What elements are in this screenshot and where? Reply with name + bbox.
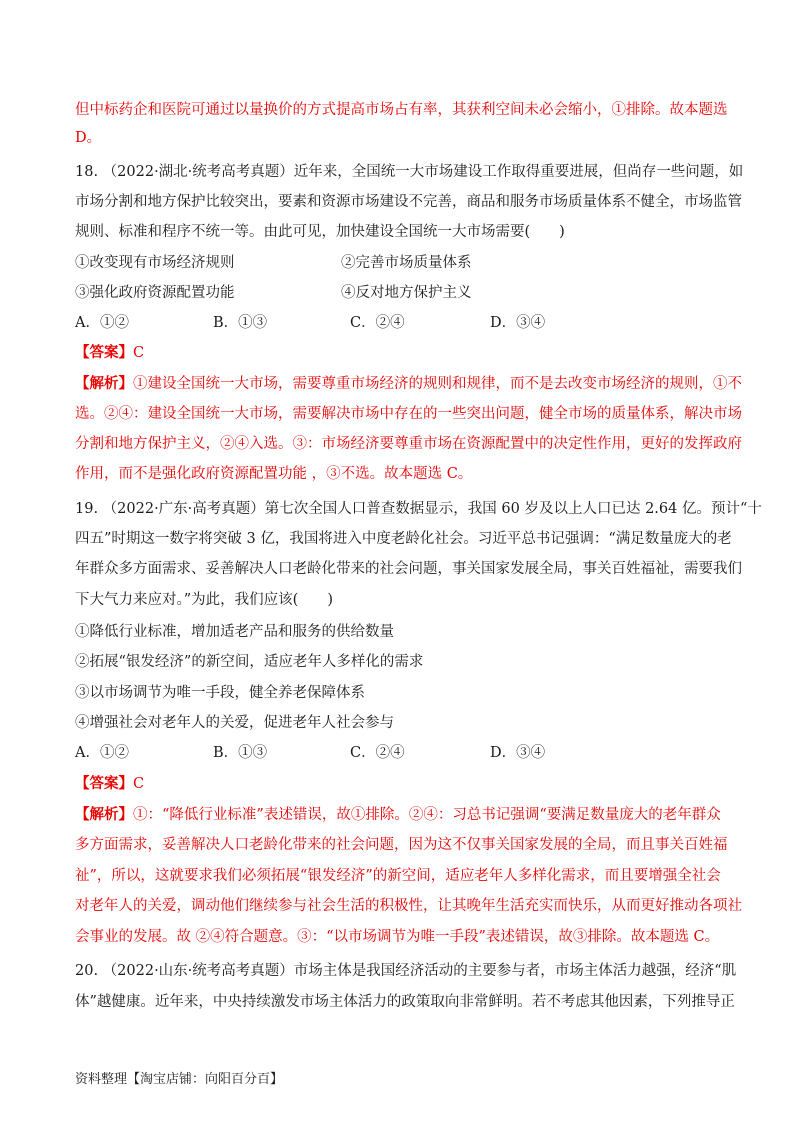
q18-statement: ②完善市场质量体系 bbox=[341, 255, 472, 271]
q18-stem-line: 市场分割和地方保护比较突出，要素和资源市场建设不完善，商品和服务市场质量体系不健全，市场监管 bbox=[75, 194, 742, 210]
q18-analysis-line: 选。②④：建设全国统一大市场，需要解决市场中存在的一些突出问题，健全市场的质量体系，解决市场 bbox=[75, 406, 742, 422]
q18-analysis-line bbox=[75, 374, 742, 394]
analysis-text: ①：“降低行业标准”表述错误，故①排除。②④：习总书记强调“要满足数量庞大的老年群众 bbox=[133, 807, 721, 823]
q19-analysis-line: 对老年人的关爱，调动他们继续参与社会生活的积极性，让其晚年生活充实而快乐，从而更好推动各项社 bbox=[75, 898, 742, 914]
q18-choice-c: C．②④ bbox=[350, 315, 405, 331]
q19-stem-line: 年群众多方面需求、妥善解决人口老龄化带来的社会问题，事关国家发展全局，事关百姓福祉，需要我们 bbox=[75, 561, 742, 577]
answer-value: C bbox=[133, 776, 145, 792]
q18-answer bbox=[75, 343, 144, 363]
q18-statement: ④反对地方保护主义 bbox=[341, 285, 472, 301]
q19-analysis-line: 会事业的发展。故 ②④符合题意。③：“以市场调节为唯一手段”表述错误，故③排除。故本题选 C。 bbox=[75, 929, 720, 945]
q18-statement: ①改变现有市场经济规则 bbox=[75, 255, 235, 271]
q19-answer bbox=[75, 774, 144, 794]
q19-analysis-line: 多方面需求，妥善解决人口老龄化带来的社会问题，因为这不仅事关国家发展的全局，而且事关百姓福 bbox=[75, 837, 728, 853]
q18-stem-line: 18. （2022·湖北·统考高考真题）近年来，全国统一大市场建设工作取得重要进展，但尚存一些问题，如 bbox=[75, 164, 744, 180]
q19-statement: ②拓展“银发经济”的新空间，适应老年人多样化的需求 bbox=[75, 654, 424, 670]
q19-choice-a: A．①② bbox=[75, 745, 129, 761]
q19-analysis-line: 祉”，所以，这就要求我们必须拓展“银发经济”的新空间，适应老年人多样化需求，而且要增强全社会 bbox=[75, 868, 721, 884]
answer-tag: 【答案】 bbox=[75, 344, 133, 361]
q20-stem-line: 体”越健康。近年来，中央持续激发市场主体活力的政策取向非常鲜明。若不考虑其他因素，下列推导正 bbox=[75, 994, 735, 1010]
q19-statement: ③以市场调节为唯一手段，健全养老保障体系 bbox=[75, 685, 365, 701]
q18-stem-line: 规则、标准和程序不统一等。由此可见，加快建设全国统一大市场需要( ) bbox=[75, 224, 565, 240]
analysis-text: ①建设全国统一大市场，需要尊重市场经济的规则和规律，而不是去改变市场经济的规则，①不 bbox=[133, 376, 742, 392]
q19-stem-line: 19. （2022·广东·高考真题）第七次全国人口普查数据显示，我国 60 岁及以上人口已达 2.64 亿。预计“十 bbox=[75, 501, 762, 517]
q18-analysis-line: 分割和地方保护主义，②④入选。③：市场经济要尊重市场在资源配置中的决定性作用，更好的发挥政府 bbox=[75, 436, 742, 452]
q18-choice-b: B．①③ bbox=[213, 315, 268, 331]
analysis-tag: 【解析】 bbox=[75, 375, 133, 392]
q19-stem-line: 四五”时期这一数字将突破 3 亿，我国将进入中度老龄化社会。习近平总书记强调：“满足数量庞大的老 bbox=[75, 531, 732, 547]
q18-choice-d: D．③④ bbox=[490, 315, 546, 331]
q19-choice-c: C．②④ bbox=[350, 745, 405, 761]
analysis-tag: 【解析】 bbox=[75, 806, 133, 823]
q18-statement: ③强化政府资源配置功能 bbox=[75, 285, 235, 301]
explanation-line: D。 bbox=[75, 130, 102, 146]
q18-choice-a: A．①② bbox=[75, 315, 129, 331]
explanation-line: 但中标药企和医院可通过以量换价的方式提高市场占有率，其获利空间未必会缩小，①排除。故本题选 bbox=[75, 102, 728, 118]
q18-analysis-line: 作用，而不是强化政府资源配置功能 ，③不选。故本题选 C。 bbox=[75, 466, 473, 482]
page-footer: 资料整理【淘宝店铺：向阳百分百】 bbox=[75, 1072, 284, 1087]
q20-stem-line: 20. （2022·山东·统考高考真题）市场主体是我国经济活动的主要参与者，市场主体活力越强，经济“肌 bbox=[75, 963, 737, 979]
q19-statement: ④增强社会对老年人的关爱，促进老年人社会参与 bbox=[75, 715, 394, 731]
answer-value: C bbox=[133, 345, 145, 361]
q19-stem-line: 下大气力来应对。”为此，我们应该( ) bbox=[75, 592, 333, 608]
q19-choice-d: D．③④ bbox=[490, 745, 546, 761]
q19-choice-b: B．①③ bbox=[213, 745, 268, 761]
q19-statement: ①降低行业标准，增加适老产品和服务的供给数量 bbox=[75, 624, 394, 640]
answer-tag: 【答案】 bbox=[75, 775, 133, 792]
q19-analysis-line bbox=[75, 805, 721, 825]
